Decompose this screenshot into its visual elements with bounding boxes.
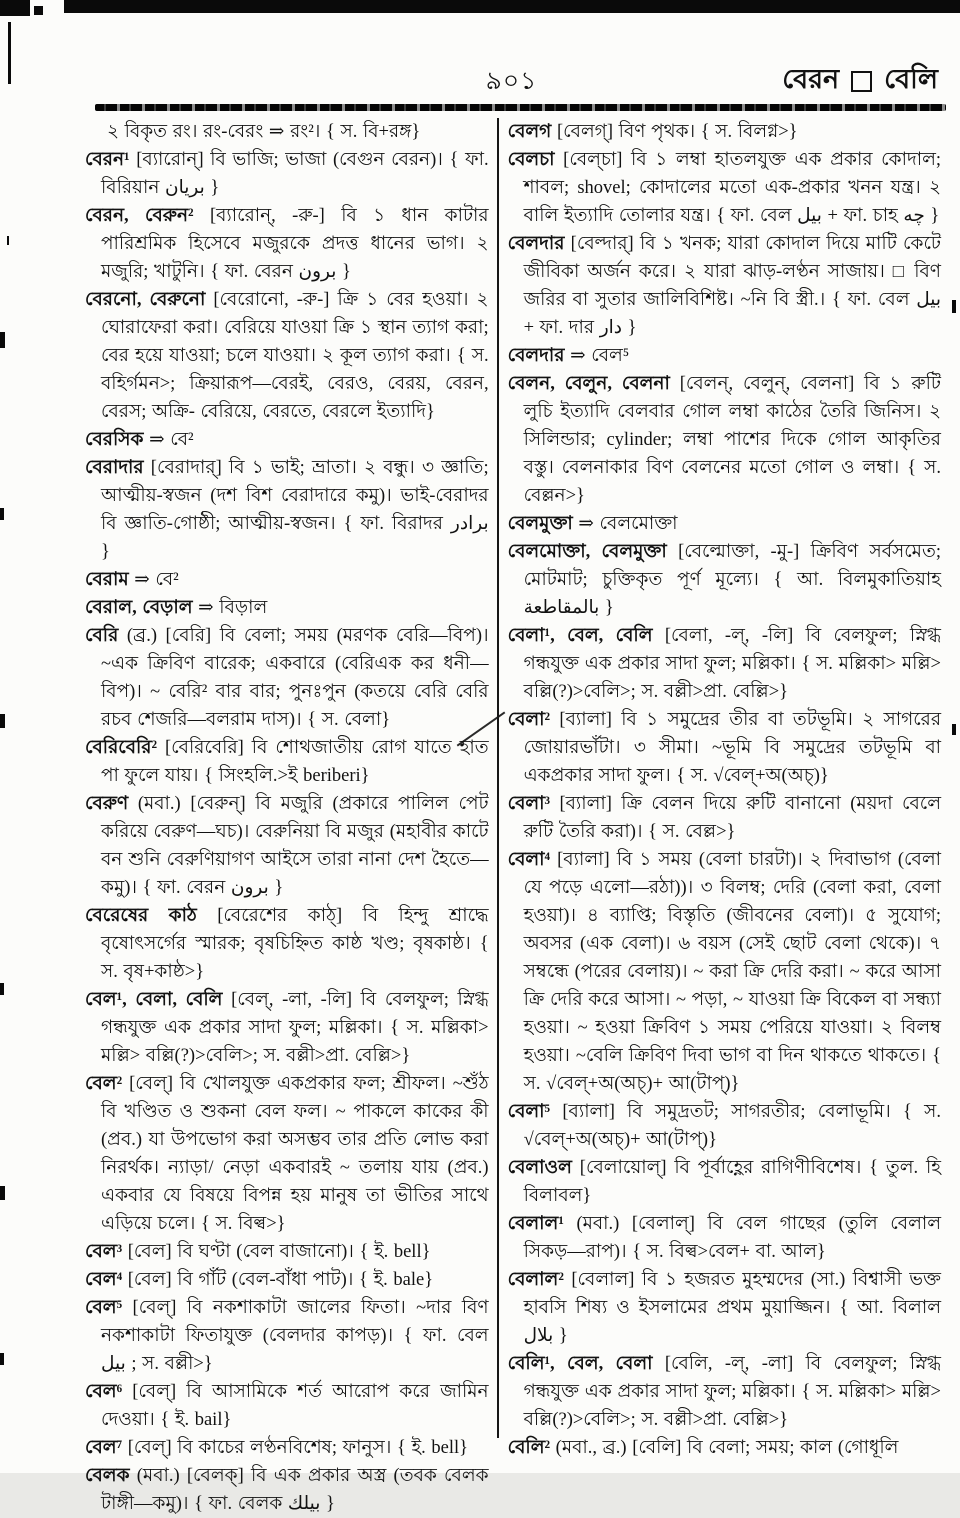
headword: বেলাল² bbox=[507, 1270, 564, 1290]
dictionary-entry bbox=[85, 1294, 489, 1378]
right-column bbox=[497, 118, 941, 1458]
scan-artifact bbox=[0, 714, 5, 728]
entry-body: [ব্যালা] বি ১ সমুদ্রের তীর বা তটভূমি। ২ সাগরের জোয়ারভাঁটা। ৩ সীমা। ~ভূমি বি সমুদ্রের তটভূমি বা একপ্রকার সাদা ফুল। { স. √বেল্+অ(অচ্)} bbox=[523, 710, 941, 786]
headword: বেরাম bbox=[85, 570, 129, 590]
entry-body: [বেরেশের কাঠ্] বি হিন্দু শ্রাদ্ধে বৃষোৎসর্গের স্মারক; বৃষচিহ্নিত কাষ্ঠ খণ্ড; বৃষকাষ্ঠ। { স. বৃষ+কাষ্ঠ>} bbox=[101, 906, 489, 982]
entry-body: [বেল্] বি কাচের লণ্ঠনবিশেষ; ফানুস। { ই. bell} bbox=[122, 1438, 469, 1458]
entry-body: [বেল্] বি নকশাকাটা জালের ফিতা। ~দার বিণ নকশাকাটা ফিতাযুক্ত (বেলদার কাপড়)। { ফা. বেল بيل ; স. বল্লী>} bbox=[101, 1298, 489, 1374]
entry-body: [বেলায়োল্] বি পূর্বাহ্ণের রাগিণীবিশেষ। { তুল. হি বিলাবল} bbox=[523, 1158, 941, 1206]
scan-artifact bbox=[7, 236, 9, 245]
headword: বেরন¹ bbox=[85, 150, 130, 170]
entry-body: [বেল] বি গাঁট (বেল-বাঁধা পাট)। { ই. bale} bbox=[122, 1270, 434, 1290]
headword: বেলদার bbox=[507, 234, 565, 254]
dictionary-entry bbox=[85, 1434, 489, 1462]
entry-body: (মবা.) [বেরুন্] বি মজুরি (প্রকারে পালিল পেট করিয়ে বেরুণ—ঘচ)। বেরুনিয়া বি মজুর (মহাবীর কাটে বন শুনি বেরুণিয়াগণ আইসে তারা নানা দেশ হৈতে—কমু)। { ফা. বেরন برون } bbox=[101, 794, 489, 898]
entry-body: [বেলাল] বি ১ হজরত মুহম্মদের (সা.) বিশ্বাসী ভক্ত হাবসি শিষ্য ও ইসলামের প্রথম মুয়াজ্জিন। { আ. বিলাল بلال } bbox=[523, 1270, 941, 1346]
entry-body: [বেলি, -ল্, -লা] বি বেলফুল; স্নিগ্ধ গন্ধযুক্ত এক প্রকার সাদা ফুল; মল্লিকা। { স. মল্লিকা> মল্লি> বল্লি(?)>বেলি>; স. বল্লী>প্রা. বেল্লি>} bbox=[523, 1354, 941, 1430]
entry-body: [ব্যারোন্] বি ভাজি; ভাজা (বেগুন বেরন)। { ফা. বিরিয়ান بريان } bbox=[101, 150, 489, 198]
headword: বেলা⁴ bbox=[507, 850, 551, 870]
dictionary-entry bbox=[508, 510, 941, 538]
entry-body: (মবা.) [বেলক্] বি এক প্রকার অস্ত্র (তবক বেলক টাঙ্গী—কমু)। { ফা. বেলক بيلك } bbox=[101, 1466, 489, 1514]
scan-artifact bbox=[952, 300, 956, 313]
entry-body: [বেলগ্] বিণ পৃথক। { স. বিলগ্ন>} bbox=[551, 122, 798, 142]
dictionary-entry bbox=[508, 230, 941, 342]
entry-body: [বেল্, -লা, -লি] বি বেলফুল; স্নিগ্ধ গন্ধযুক্ত এক প্রকার সাদা ফুল; মল্লিকা। { স. মল্লিকা> মল্লি> বল্লি(?)>বেলি>; স. বল্লী>প্রা. বেল্লি>} bbox=[101, 990, 489, 1066]
entry-body: (ব্র.) [বেরি] বি বেলা; সময় (মরণক বেরি—বিপ)। ~এক ক্রিবিণ বারেক; একবারে (বেরিএক কর ধনী—বিপ)। ~ বেরি² বার বার; পুনঃপুন (কতয়ে বেরি বেরি রচব শেজরি—বলরাম দাস)। { স. বেলা} bbox=[101, 626, 489, 730]
headword: বেলক bbox=[85, 1466, 130, 1486]
entry-body: [বেল] বি ঘণ্টা (বেল বাজানো)। { ই. bell} bbox=[122, 1242, 431, 1262]
headword: বেলমুক্তা bbox=[507, 514, 573, 534]
entry-body: [বেলন্, বেলুন্, বেলনা] বি ১ রুটি লুচি ইত্যাদি বেলবার গোল লম্বা কাঠের তৈরি জিনিস। ২ সিলিন্ডার; cylinder; লম্বা পাশের দিকে গোল আকৃতির বস্তু। বেলনাকার বিণ বেলনের মতো গোল ও লম্বা। { স. বেল্লন>} bbox=[523, 374, 941, 506]
dictionary-entry bbox=[85, 202, 489, 286]
dictionary-entry bbox=[85, 566, 489, 594]
headword: বেরাদার bbox=[85, 458, 144, 478]
guide-word-last: বেলি bbox=[884, 64, 938, 94]
entry-body: ২ বিকৃত রং। রং-বেরং ⇒ রং²। { স. বি+রঙ্গ} bbox=[107, 122, 421, 142]
headword: বেরিবেরি² bbox=[85, 738, 158, 758]
headword: বেলা¹, বেল, বেলি bbox=[507, 626, 653, 646]
dictionary-entry bbox=[85, 454, 489, 566]
headword: বেলা² bbox=[507, 710, 551, 730]
headword: বেলচা bbox=[507, 150, 555, 170]
scan-artifact bbox=[0, 508, 4, 520]
dictionary-entry bbox=[508, 538, 941, 622]
dictionary-entry bbox=[85, 146, 489, 202]
dictionary-entry bbox=[85, 426, 489, 454]
headword: বেরনো, বেরুনো bbox=[85, 290, 206, 310]
headword: বেরাল, বেড়াল bbox=[85, 598, 193, 618]
dictionary-entry bbox=[508, 1098, 941, 1154]
headword: বেল⁵ bbox=[85, 1298, 123, 1318]
dictionary-entry bbox=[85, 734, 489, 790]
dictionary-entry bbox=[508, 622, 941, 706]
dictionary-entry bbox=[85, 118, 489, 146]
dictionary-entry bbox=[85, 622, 489, 734]
headword: বেল⁷ bbox=[85, 1438, 123, 1458]
headword: বেরসিক bbox=[85, 430, 144, 450]
dictionary-entry bbox=[508, 706, 941, 790]
entry-body: [বেল্] বি খোলযুক্ত একপ্রকার ফল; শ্রীফল। ~শুঁঠ বি খণ্ডিত ও শুকনা বেল ফল। ~ পাকলে কাকের কী (প্রব.) যা উপভোগ করা অসম্ভব তার প্রতি লোভ করা নিরর্থক। ন্যাড়া/ নেড়া একবারই ~ তলায় যায় (প্রব.) একবার যে বিষয়ে বিপন্ন হয় মানুষ তা ভীতির সাথে এড়িয়ে চলে। { স. বিল্ব>} bbox=[101, 1074, 489, 1234]
headword: বেরি bbox=[85, 626, 119, 646]
scan-artifact bbox=[0, 0, 30, 16]
dictionary-entry bbox=[85, 1462, 489, 1518]
entry-body: [বেল্] বি আসামিকে শর্ত আরোপ করে জামিন দেওয়া। { ই. bail} bbox=[101, 1382, 489, 1430]
dictionary-entry bbox=[85, 1266, 489, 1294]
entry-body: [ব্যারোন্, -রু-] বি ১ ধান কাটার পারিশ্রমিক হিসেবে মজুরকে প্রদত্ত ধানের ভাগ। ২ মজুরি; খাটুনি। { ফা. বেরন برون } bbox=[101, 206, 489, 282]
header-rule bbox=[95, 104, 946, 111]
headword: বেলাল¹ bbox=[507, 1214, 564, 1234]
headword: বেল¹, বেলা, বেলি bbox=[85, 990, 223, 1010]
headword: বেরুণ bbox=[85, 794, 129, 814]
entry-body: [ব্যালা] বি সমুদ্রতট; সাগরতীর; বেলাভূমি। { স. √বেল্+অ(অচ্)+ আ(টাপ্)} bbox=[523, 1102, 941, 1150]
dictionary-entry bbox=[508, 1154, 941, 1210]
headword: বেল⁴ bbox=[85, 1270, 123, 1290]
entry-body: [বেল্দার্] বি ১ খনক; যারা কোদাল দিয়ে মাটি কেটে জীবিকা অর্জন করে। ২ যারা ঝাড়-লণ্ঠন সাজায়। □ বিণ জরির বা সুতার জালিবিশিষ্ট। ~নি বি স্ত্রী.। { ফা. বেল بيل + ফা. দার دار } bbox=[523, 234, 941, 338]
scan-artifact bbox=[952, 724, 956, 735]
dictionary-entry bbox=[508, 1210, 941, 1266]
headword: বেরন, বেরুন² bbox=[85, 206, 194, 226]
entry-body: ⇒ বে² bbox=[143, 430, 194, 450]
entry-body: [ব্যালা] বি ১ সময় (বেলা চারটা)। ২ দিবাভাগ (বেলা যে পড়ে এলো—রঠা))। ৩ বিলম্ব; দেরি (বেলা করা, বেলা হওয়া)। ৪ ব্যাপ্তি; বিস্তৃতি (জীবনের বেলা)। ৫ সুযোগ; অবসর (এক বেলা)। ৬ বয়স (সেই ছোট বেলা থেকে)। ৭ সম্বন্ধে (পরের বেলায়)। ~ করা ক্রি দেরি করা। ~ করে আসা ক্রি দেরি করে আসা। ~ পড়া, ~ যাওয়া ক্রি বিকেল বা সন্ধ্যা হওয়া। ~ হওয়া ক্রিবিণ ১ সময় পেরিয়ে যাওয়া। ২ বিলম্ব হওয়া। ~বেলি ক্রিবিণ দিবা ভাগ বা দিন থাকতে থাকতে। { স. √বেল্+অ(অচ্)+ আ(টাপ্)} bbox=[523, 850, 941, 1094]
entry-body: ⇒ বেল⁵ bbox=[564, 346, 630, 366]
scan-artifact bbox=[34, 6, 43, 15]
dictionary-entry bbox=[508, 146, 941, 230]
dictionary-entry bbox=[508, 790, 941, 846]
headword: বেলি¹, বেল, বেলা bbox=[507, 1354, 653, 1374]
dictionary-entry bbox=[508, 1350, 941, 1434]
dictionary-entry bbox=[85, 286, 489, 426]
scan-artifact bbox=[0, 1353, 4, 1365]
headword: বেলদার bbox=[507, 346, 565, 366]
headword: বেলি² bbox=[507, 1438, 551, 1458]
entry-body: ⇒ বেলমোক্তা bbox=[572, 514, 678, 534]
entry-body: [বেরিবেরি] বি শোথজাতীয় রোগ যাতে হাত পা ফুলে যায়। { সিংহলি.>ই beriberi} bbox=[101, 738, 489, 786]
entry-body: [বেল্চা] বি ১ লম্বা হাতলযুক্ত এক প্রকার কোদাল; শাবল; shovel; কোদালের মতো এক-প্রকার খনন যন্ত্র। ২ বালি ইত্যাদি তোলার যন্ত্র। { ফা. বেল بيل + ফা. চাহ چه } bbox=[523, 150, 941, 226]
headword: বেলাওল bbox=[507, 1158, 572, 1178]
entry-body: [বেরোনো, -রু-] ক্রি ১ বের হওয়া। ২ ঘোরাফেরা করা। বেরিয়ে যাওয়া ক্রি ১ স্থান ত্যাগ করা; বের হয়ে যাওয়া; চলে যাওয়া। ২ কূল ত্যাগ করা। { স. বহির্গমন>; ক্রিয়ারূপ—বেরই, বেরও, বেরয়, বেরন, বেরস; অক্রি- বেরিয়ে, বেরতে, বেরলে ইত্যাদি} bbox=[101, 290, 489, 422]
entry-body: ⇒ বিড়াল bbox=[192, 598, 268, 618]
entry-body: [বেলা, -ল্, -লি] বি বেলফুল; স্নিগ্ধ গন্ধযুক্ত এক প্রকার সাদা ফুল; মল্লিকা। { স. মল্লিকা> মল্লি> বল্লি(?)>বেলি>; স. বল্লী>প্রা. বেল্লি>} bbox=[523, 626, 941, 702]
entry-body: [ব্যালা] ক্রি বেলন দিয়ে রুটি বানানো (ময়দা বেলে রুটি তৈরি করা)। { স. বেল্ল>} bbox=[523, 794, 941, 842]
dictionary-entry bbox=[85, 594, 489, 622]
entry-body: (মবা.) [বেলাল্] বি বেল গাছের (তুলি বেলাল সিকড়—রাপ)। { স. বিল্ব>বেল+ বা. আল} bbox=[523, 1214, 941, 1262]
scan-artifact bbox=[64, 0, 960, 13]
dictionary-entry bbox=[85, 790, 489, 902]
headword: বেরেষের কাঠ bbox=[85, 906, 197, 926]
entry-body: [বেল্মোক্তা, -মু-] ক্রিবিণ সর্বসমেত; মোটমাট; চুক্তিকৃত পূর্ণ মূল্যে। { আ. বিলমুকাতিয়াহ بالمقاطعة } bbox=[523, 542, 941, 618]
guide-word-first: বেরন bbox=[782, 64, 840, 94]
dictionary-entry bbox=[508, 370, 941, 510]
dictionary-entry bbox=[508, 1434, 941, 1462]
headword: বেলা⁵ bbox=[507, 1102, 551, 1122]
scan-artifact bbox=[0, 332, 5, 348]
dictionary-entry bbox=[85, 1238, 489, 1266]
left-column bbox=[85, 118, 497, 1514]
headword: বেলা³ bbox=[507, 794, 551, 814]
dictionary-entry bbox=[85, 1378, 489, 1434]
dictionary-entry bbox=[508, 118, 941, 146]
headword: বেল⁶ bbox=[85, 1382, 123, 1402]
headword: বেলমোক্তা, বেলমুক্তা bbox=[507, 542, 667, 562]
dictionary-entry bbox=[85, 902, 489, 986]
dictionary-entry bbox=[508, 1266, 941, 1350]
scan-artifact bbox=[8, 22, 11, 84]
running-head bbox=[85, 66, 938, 104]
dictionary-entry bbox=[508, 846, 941, 1098]
dictionary-entry bbox=[85, 986, 489, 1070]
page-number: ৯০১ bbox=[485, 68, 538, 95]
scan-artifact bbox=[0, 1186, 5, 1200]
headword: বেল³ bbox=[85, 1242, 123, 1262]
dictionary-entry bbox=[85, 1070, 489, 1238]
headword: বেল² bbox=[85, 1074, 123, 1094]
headword: বেলন, বেলুন, বেলনা bbox=[507, 374, 670, 394]
dictionary-entry bbox=[508, 342, 941, 370]
headword: বেলগ bbox=[507, 122, 552, 142]
scan-artifact bbox=[0, 983, 4, 995]
entry-body: (মবা., ব্র.) [বেলি] বি বেলা; সময়; কাল (গোধূলি bbox=[550, 1438, 899, 1458]
entry-body: ⇒ বে² bbox=[128, 570, 179, 590]
entry-body: [বেরাদার্] বি ১ ভাই; ভ্রাতা। ২ বন্ধু। ৩ জ্ঞাতি; আত্মীয়-স্বজন (দশ বিশ বেরাদারে কমু)। ভাই-বেরাদর বি জ্ঞাতি-গোষ্ঠী; আত্মীয়-স্বজন। { ফা. বিরাদর برادر } bbox=[101, 458, 489, 562]
text-columns bbox=[85, 118, 941, 1514]
